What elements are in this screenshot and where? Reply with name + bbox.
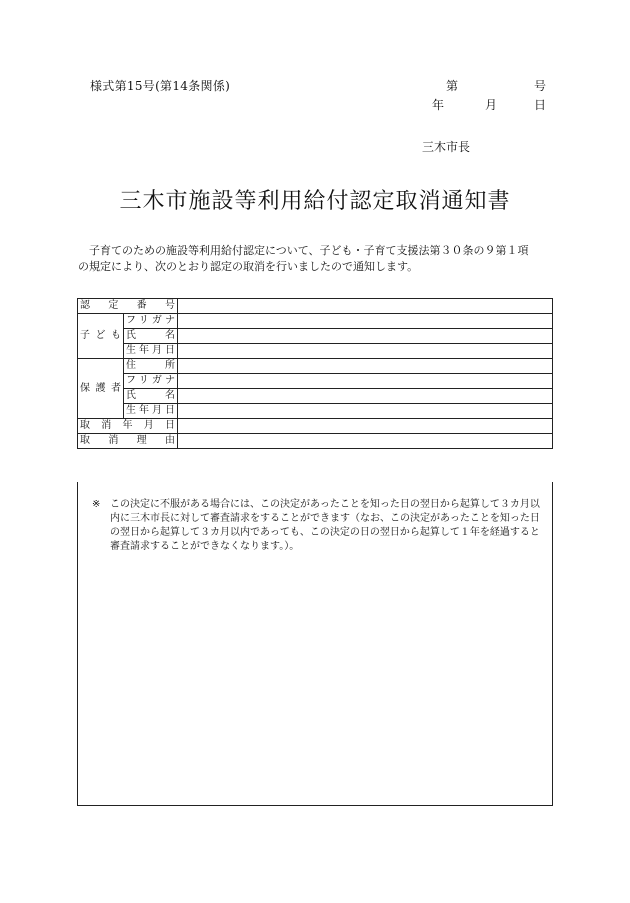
table-row (78, 419, 553, 434)
guardian-address-value (178, 359, 553, 374)
guardian-furigana-label: フリガナ (124, 374, 178, 389)
guardian-address-label: 住所 (124, 359, 178, 374)
appeal-notice-box (77, 482, 553, 806)
table-row (78, 314, 553, 329)
guardian-name-value (178, 389, 553, 404)
document-number-suffix: 号 (534, 79, 547, 93)
child-furigana-label: フリガナ (124, 314, 178, 329)
table-row (78, 374, 553, 389)
cert-number-label: 認定番号 (78, 299, 178, 314)
cancel-reason-value (178, 434, 553, 449)
guardian-name-label: 氏名 (124, 389, 178, 404)
document-number-prefix: 第 (446, 79, 459, 93)
guardian-birthdate-label: 生年月日 (124, 404, 178, 419)
child-name-value (178, 329, 553, 344)
cancel-reason-label: 取消理由 (78, 434, 178, 449)
guardian-group-label: 保護者 (78, 359, 124, 419)
cancel-date-label: 取消年月日 (78, 419, 178, 434)
child-group-label: 子ども (78, 314, 124, 359)
child-birthdate-label: 生年月日 (124, 344, 178, 359)
document-title: 三木市施設等利用給付認定取消通知書 (119, 189, 511, 214)
child-name-label: 氏名 (124, 329, 178, 344)
note-mark: ※ (92, 499, 101, 510)
appeal-notice (92, 498, 540, 554)
guardian-birthdate-value (178, 404, 553, 419)
table-row (78, 299, 553, 314)
cancel-date-value (178, 419, 553, 434)
date-year-label: 年 (432, 98, 445, 112)
child-birthdate-value (178, 344, 553, 359)
table-row (78, 359, 553, 374)
cert-number-value (178, 299, 553, 314)
date-month-label: 月 (485, 98, 498, 112)
appeal-notice-text: この決定に不服がある場合には、この決定があったことを知った日の翌日から起算して３カ月以内に三木市長に対して審査請求をすることができます（なお、この決定があったことを知った日の翌日から起算して３カ月以内であっても、この決定の日の翌日から起算して１年を経過すると審査請求することができなくなります。）。 (110, 499, 540, 552)
child-furigana-value (178, 314, 553, 329)
intro-paragraph: 子育てのための施設等利用給付認定について、子ども・子育て支援法第３０条の９第１項の規定により、次のとおり認定の取消を行いましたので通知します。 (78, 244, 529, 273)
table-row (78, 329, 553, 344)
table-row (78, 404, 553, 419)
table-row (78, 344, 553, 359)
notice-table (77, 298, 553, 449)
table-row (78, 434, 553, 449)
issuer-name: 三木市長 (422, 140, 471, 154)
table-row (78, 389, 553, 404)
date-day-label: 日 (534, 98, 547, 112)
guardian-furigana-value (178, 374, 553, 389)
form-number-label: 様式第15号(第14条関係) (90, 79, 231, 93)
